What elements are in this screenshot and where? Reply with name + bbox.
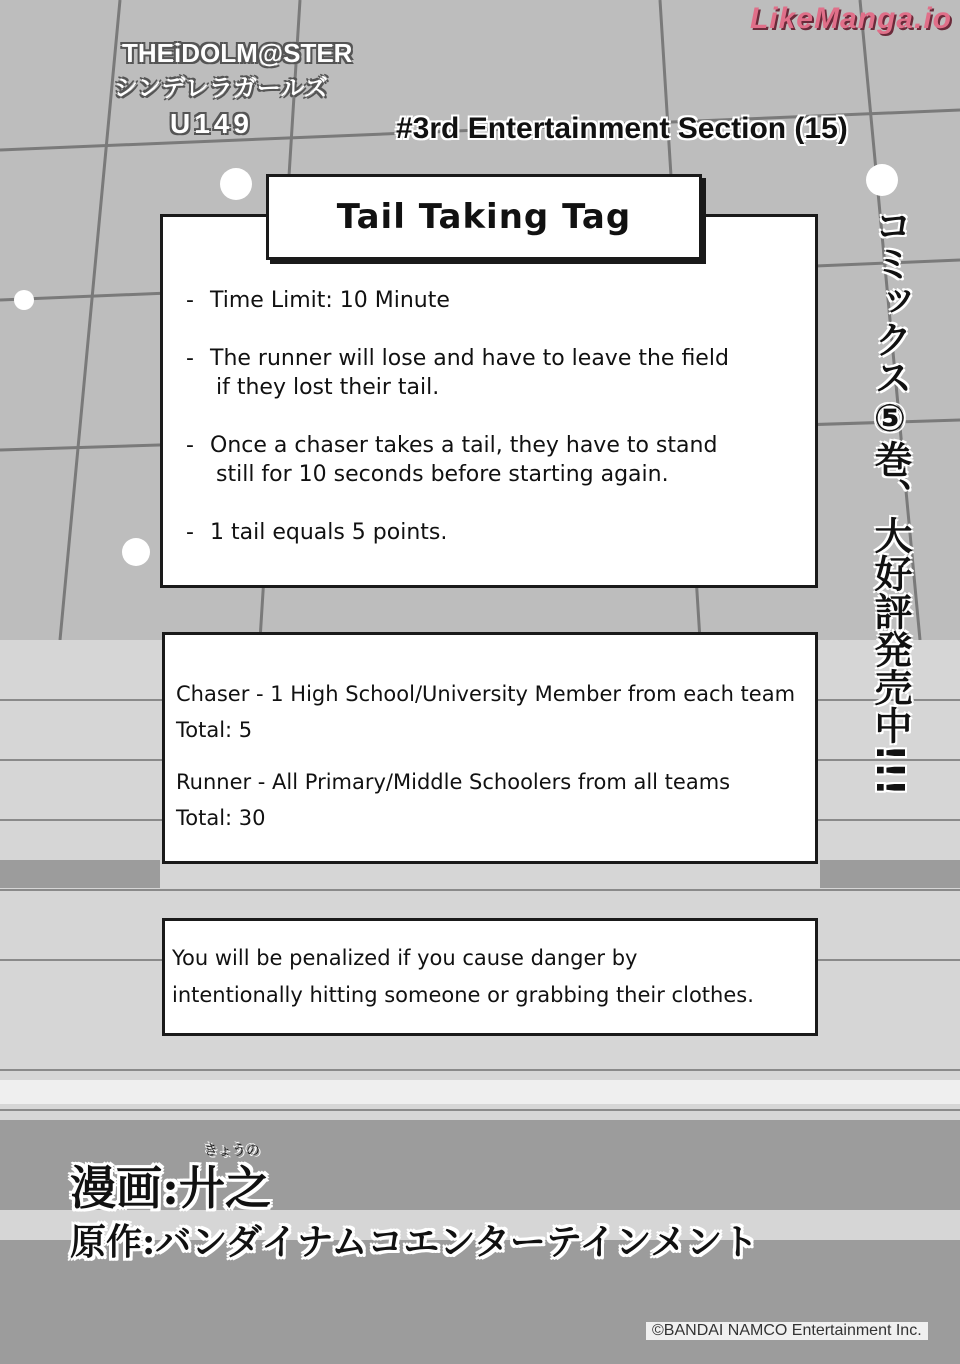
penalty-text [172, 940, 812, 1014]
rule-line: The runner will lose and have to leave the field [210, 346, 729, 371]
rule-line-continued: if they lost their tail. [216, 375, 440, 400]
logo-line-1: THEiDOLM@STER [122, 38, 353, 68]
site-watermark: LikeManga.io [749, 2, 952, 35]
promo-vertical-text: コミックス⑤巻、大好評発売中!!! [868, 206, 912, 796]
chaser-total: Total: 5 [176, 718, 253, 742]
rule-item: - Once a chaser takes a tail, they have to stand still for 10 seconds before starting again. [186, 431, 806, 489]
rule-item: - 1 tail equals 5 points. [186, 520, 448, 545]
chaser-description: Chaser - 1 High School/University Member from each team [176, 682, 796, 706]
penalty-line: intentionally hitting someone or grabbing their clothes. [172, 983, 754, 1007]
logo-line-2: シンデレラガールズ [114, 74, 328, 102]
original-credit: 原作:バンダイナムコエンターテインメント [70, 1221, 759, 1263]
rule-item: - The runner will lose and have to leave the field if they lost their tail. [186, 344, 806, 402]
roles-text [176, 676, 806, 836]
artist-credit: 漫画:廾之 [70, 1161, 271, 1215]
rule-item: - Time Limit: 10 Minute [186, 288, 450, 313]
rule-line: 1 tail equals 5 points. [210, 520, 448, 545]
rule-line: Time Limit: 10 Minute [210, 288, 450, 313]
rules-title-box [266, 174, 702, 260]
rules-title: Tail Taking Tag [336, 197, 632, 237]
runner-description: Runner - All Primary/Middle Schoolers from all teams [176, 770, 731, 794]
copyright-notice: ©BANDAI NAMCO Entertainment Inc. [646, 1322, 928, 1340]
runner-total: Total: 30 [176, 806, 266, 830]
rule-line: Once a chaser takes a tail, they have to stand [210, 433, 718, 458]
penalty-line: You will be penalized if you cause danger by [172, 946, 638, 970]
section-title: #3rd Entertainment Section (15) [396, 112, 848, 145]
logo-line-3: U149 [170, 108, 253, 139]
series-logo [96, 30, 366, 150]
rule-line-continued: still for 10 seconds before starting again. [216, 462, 669, 487]
artist-ruby: きょうの [204, 1143, 260, 1159]
rules-list [186, 286, 806, 576]
